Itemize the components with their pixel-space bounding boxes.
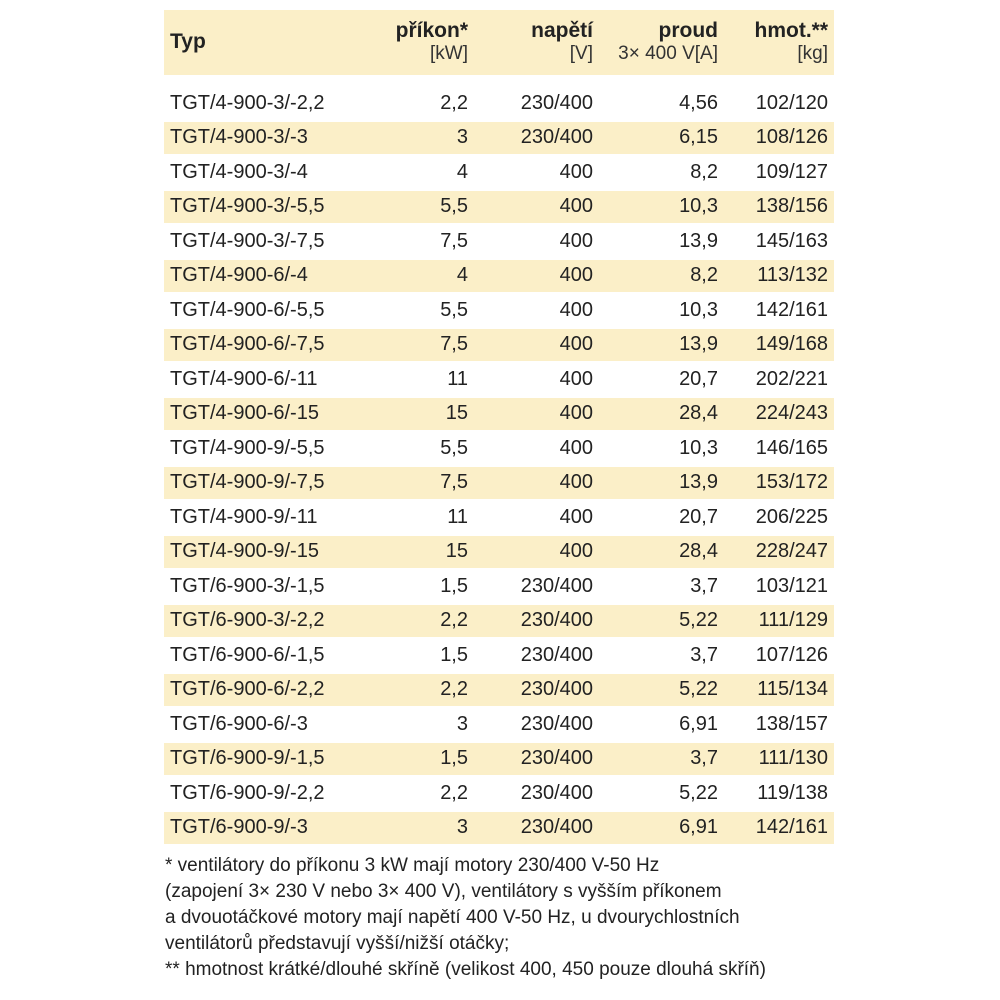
cell-prikon: 5,5 <box>440 436 468 459</box>
cell-prikon: 2,2 <box>440 781 468 804</box>
cell-prikon: 7,5 <box>374 467 474 500</box>
cell-typ: TGT/6-900-6/-2,2 <box>164 674 374 707</box>
cell-proud: 3,7 <box>599 743 724 776</box>
cell-napeti: 230/400 <box>474 605 599 638</box>
cell-napeti: 400 <box>474 191 599 224</box>
cell-proud: 3,7 <box>690 643 718 666</box>
cell-napeti: 230/400 <box>474 743 599 776</box>
table-row <box>164 812 834 845</box>
cell-typ: TGT/4-900-3/-2,2 <box>170 91 325 114</box>
table-row <box>164 260 834 293</box>
cell-hmot: 119/138 <box>757 781 828 804</box>
table-row <box>164 398 834 431</box>
cell-proud: 6,91 <box>599 812 724 845</box>
footnote-line-2: (zapojení 3× 230 V nebo 3× 400 V), ventilátory s vyšším příkonem <box>165 881 722 902</box>
cell-hmot: 109/127 <box>755 160 828 183</box>
table-row <box>164 674 834 707</box>
cell-hmot: 115/134 <box>724 674 834 707</box>
header-prikon-unit: [kW] <box>430 43 468 65</box>
cell-hmot: 138/157 <box>755 712 828 735</box>
cell-hmot: 103/121 <box>755 574 828 597</box>
cell-napeti: 400 <box>559 160 593 183</box>
table-row <box>164 329 834 362</box>
cell-proud: 5,22 <box>599 674 724 707</box>
cell-prikon: 7,5 <box>374 329 474 362</box>
cell-prikon: 11 <box>447 367 468 390</box>
table-row <box>164 501 834 534</box>
cell-typ: TGT/6-900-6/-3 <box>170 712 308 735</box>
cell-typ: TGT/6-900-9/-3 <box>164 812 374 845</box>
cell-napeti: 400 <box>474 536 599 569</box>
table-row <box>164 467 834 500</box>
header-proud <box>599 10 724 75</box>
header-hmot-name: hmot.** <box>754 19 828 42</box>
cell-napeti: 400 <box>474 329 599 362</box>
cell-prikon: 2,2 <box>374 674 474 707</box>
cell-hmot: 146/165 <box>755 436 828 459</box>
cell-proud: 3,7 <box>690 574 718 597</box>
table-body <box>164 87 834 844</box>
cell-napeti: 400 <box>559 229 593 252</box>
table-row <box>164 708 834 741</box>
footnote-line-1: * ventilátory do příkonu 3 kW mají motory 230/400 V-50 Hz <box>165 855 660 876</box>
cell-napeti: 400 <box>559 505 593 528</box>
spec-table <box>164 8 834 846</box>
cell-typ: TGT/6-900-9/-2,2 <box>170 781 325 804</box>
header-typ <box>164 10 374 75</box>
cell-napeti: 230/400 <box>520 574 593 597</box>
cell-prikon: 4 <box>456 160 468 183</box>
table-row <box>164 363 834 396</box>
header-hmot <box>724 10 834 75</box>
cell-proud: 28,4 <box>599 398 724 431</box>
table-row <box>164 605 834 638</box>
cell-hmot: 142/161 <box>755 298 828 321</box>
cell-typ: TGT/4-900-6/-11 <box>170 367 318 390</box>
table-row <box>164 191 834 224</box>
header-napeti-unit: [V] <box>569 43 593 65</box>
cell-prikon: 1,5 <box>440 574 468 597</box>
cell-typ: TGT/6-900-3/-2,2 <box>164 605 374 638</box>
footnotes <box>165 853 865 983</box>
cell-prikon: 2,2 <box>374 605 474 638</box>
cell-typ: TGT/4-900-3/-3 <box>164 122 374 155</box>
cell-prikon: 15 <box>374 398 474 431</box>
cell-napeti: 400 <box>474 260 599 293</box>
cell-prikon: 2,2 <box>440 91 468 114</box>
cell-napeti: 400 <box>559 436 593 459</box>
cell-hmot: 202/221 <box>755 367 828 390</box>
cell-proud: 5,22 <box>679 781 718 804</box>
cell-proud: 8,2 <box>599 260 724 293</box>
cell-prikon: 3 <box>456 712 468 735</box>
cell-typ: TGT/6-900-3/-1,5 <box>170 574 325 597</box>
table-row <box>164 639 834 672</box>
cell-prikon: 4 <box>374 260 474 293</box>
table-row <box>164 122 834 155</box>
cell-hmot: 113/132 <box>724 260 834 293</box>
cell-napeti: 400 <box>474 398 599 431</box>
cell-typ: TGT/4-900-6/-7,5 <box>164 329 374 362</box>
cell-napeti: 230/400 <box>520 91 593 114</box>
cell-proud: 5,22 <box>599 605 724 638</box>
cell-hmot: 145/163 <box>755 229 828 252</box>
table-row <box>164 294 834 327</box>
cell-hmot: 108/126 <box>724 122 834 155</box>
table-row <box>164 743 834 776</box>
cell-prikon: 5,5 <box>374 191 474 224</box>
cell-hmot: 111/130 <box>724 743 834 776</box>
footnote-line-3: a dvouotáčkové motory mají napětí 400 V-50 Hz, u dvourychlostních <box>165 907 740 928</box>
table-row <box>164 777 834 810</box>
table-row <box>164 536 834 569</box>
cell-napeti: 400 <box>559 298 593 321</box>
header-proud-name: proud <box>658 19 718 42</box>
table-row <box>164 570 834 603</box>
table-row <box>164 156 834 189</box>
cell-proud: 4,56 <box>679 91 718 114</box>
cell-proud: 8,2 <box>690 160 718 183</box>
cell-hmot: 153/172 <box>724 467 834 500</box>
table-row <box>164 225 834 258</box>
cell-prikon: 1,5 <box>440 643 468 666</box>
header-typ-name: Typ <box>170 29 206 53</box>
cell-typ: TGT/4-900-6/-5,5 <box>170 298 325 321</box>
table-header <box>164 10 834 85</box>
header-spacer <box>164 77 834 85</box>
cell-typ: TGT/4-900-9/-7,5 <box>164 467 374 500</box>
cell-napeti: 230/400 <box>474 674 599 707</box>
cell-typ: TGT/4-900-9/-11 <box>170 505 318 528</box>
cell-hmot: 102/120 <box>755 91 828 114</box>
cell-proud: 13,9 <box>599 467 724 500</box>
cell-typ: TGT/4-900-9/-5,5 <box>170 436 325 459</box>
cell-napeti: 400 <box>559 367 593 390</box>
footnote-line-5: ** hmotnost krátké/dlouhé skříně (velikost 400, 450 pouze dlouhá skříň) <box>165 959 766 980</box>
cell-proud: 10,3 <box>679 298 718 321</box>
cell-proud: 6,91 <box>679 712 718 735</box>
cell-proud: 28,4 <box>599 536 724 569</box>
cell-typ: TGT/6-900-9/-1,5 <box>164 743 374 776</box>
cell-hmot: 138/156 <box>724 191 834 224</box>
table-row <box>164 432 834 465</box>
cell-proud: 13,9 <box>679 229 718 252</box>
cell-hmot: 228/247 <box>724 536 834 569</box>
cell-typ: TGT/4-900-6/-4 <box>164 260 374 293</box>
cell-typ: TGT/4-900-3/-7,5 <box>170 229 325 252</box>
cell-prikon: 3 <box>374 812 474 845</box>
cell-hmot: 111/129 <box>724 605 834 638</box>
header-hmot-unit: [kg] <box>797 43 828 65</box>
cell-hmot: 149/168 <box>724 329 834 362</box>
cell-prikon: 7,5 <box>440 229 468 252</box>
cell-proud: 10,3 <box>679 436 718 459</box>
cell-napeti: 230/400 <box>520 643 593 666</box>
cell-proud: 20,7 <box>679 367 718 390</box>
table-row <box>164 87 834 120</box>
cell-proud: 6,15 <box>599 122 724 155</box>
header-napeti <box>474 10 599 75</box>
cell-proud: 20,7 <box>679 505 718 528</box>
footnote-line-4: ventilátorů představují vyšší/nižší otáčky; <box>165 933 510 954</box>
cell-prikon: 15 <box>374 536 474 569</box>
header-spacer-cell <box>164 77 834 85</box>
cell-typ: TGT/4-900-3/-5,5 <box>164 191 374 224</box>
cell-hmot: 224/243 <box>724 398 834 431</box>
cell-typ: TGT/4-900-6/-15 <box>164 398 374 431</box>
header-prikon <box>374 10 474 75</box>
cell-proud: 13,9 <box>599 329 724 362</box>
cell-napeti: 230/400 <box>474 812 599 845</box>
cell-napeti: 230/400 <box>474 122 599 155</box>
header-proud-unit: 3× 400 V[A] <box>618 43 718 65</box>
header-prikon-name: příkon* <box>395 19 468 42</box>
cell-napeti: 230/400 <box>520 781 593 804</box>
cell-prikon: 1,5 <box>374 743 474 776</box>
cell-napeti: 230/400 <box>520 712 593 735</box>
cell-prikon: 11 <box>447 505 468 528</box>
cell-typ: TGT/4-900-9/-15 <box>164 536 374 569</box>
cell-napeti: 400 <box>474 467 599 500</box>
cell-hmot: 206/225 <box>755 505 828 528</box>
header-napeti-name: napětí <box>531 19 593 42</box>
cell-prikon: 3 <box>374 122 474 155</box>
cell-prikon: 5,5 <box>440 298 468 321</box>
header-row <box>164 10 834 75</box>
cell-hmot: 142/161 <box>724 812 834 845</box>
cell-typ: TGT/6-900-6/-1,5 <box>170 643 325 666</box>
cell-typ: TGT/4-900-3/-4 <box>170 160 308 183</box>
cell-hmot: 107/126 <box>755 643 828 666</box>
cell-proud: 10,3 <box>599 191 724 224</box>
